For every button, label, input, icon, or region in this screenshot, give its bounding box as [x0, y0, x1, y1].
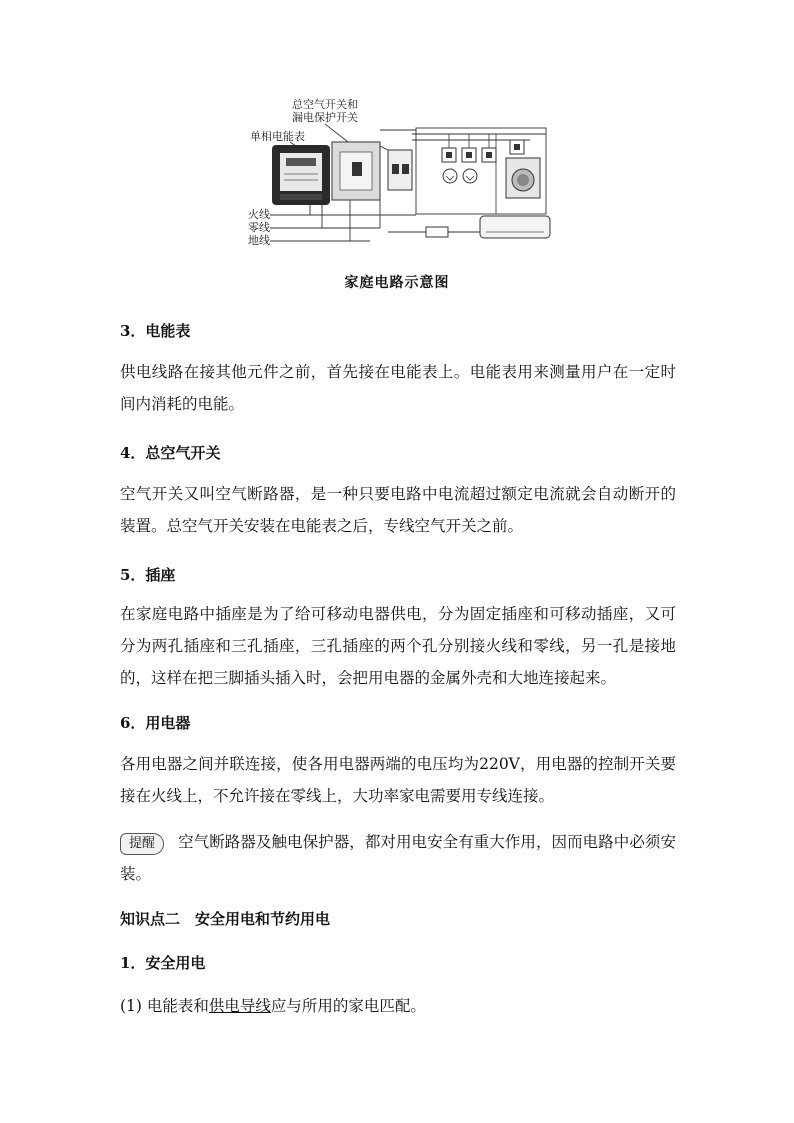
item-1-prefix: (1) 电能表和: [120, 997, 209, 1015]
section-text-meter: 供电线路在接其他元件之前，首先接在电能表上。电能表用来测量用户在一定时间内消耗的电能。: [120, 363, 676, 413]
label-breaker-1: 总空气开关和: [292, 98, 358, 111]
tip-tag: 提醒: [120, 833, 164, 855]
tip-block: [120, 826, 676, 890]
section-heading-appliance: 6．用电器: [120, 714, 191, 732]
figure-caption: 家庭电路示意图: [344, 275, 450, 291]
section-text-appliance: 各用电器之间并联连接，使各用电器两端的电压均为220V，用电器的控制开关要接在火线上，不允许接在零线上，大功率家电需要用专线连接。: [120, 755, 676, 805]
item-1-suffix: 应与所用的家电匹配。: [270, 997, 426, 1015]
section-heading-socket: 5．插座: [120, 566, 176, 584]
washing-machine-icon: [506, 158, 540, 198]
tip-text: 空气断路器及触电保护器，都对用电安全有重大作用，因而电路中必须安装。: [120, 833, 676, 883]
home-circuit-figure: [230, 90, 570, 260]
item-1: [120, 990, 676, 1022]
label-neutral-wire: 零线: [248, 221, 270, 234]
meter-icon: [272, 145, 330, 205]
label-meter: 单相电能表: [250, 130, 305, 143]
breaker-box-icon: [332, 142, 380, 200]
section-text-breaker: 空气开关又叫空气断路器，是一种只要电路中电流超过额定电流就会自动断开的装置。总空气开关安装在电能表之后，专线空气开关之前。: [120, 485, 676, 535]
air-conditioner-icon: [480, 216, 550, 238]
sub-heading-safety: 1．安全用电: [120, 954, 206, 972]
section-heading-breaker: 4．总空气开关: [120, 444, 221, 462]
bulb-icons: [443, 169, 477, 183]
branch-breaker-icon: [388, 150, 412, 190]
label-live-wire: 火线: [248, 208, 270, 221]
section-text-socket: 在家庭电路中插座是为了给可移动电器供电，分为固定插座和可移动插座，又可分为两孔插座和三孔插座，三孔插座的两个孔分别接火线和零线，另一孔是接地的，这样在把三脚插头插入时，会把用电器的金属外壳和大地连接起来。: [120, 605, 676, 687]
label-ground-wire: 地线: [248, 234, 270, 247]
section-heading-meter: 3．电能表: [120, 322, 191, 340]
item-1-underlined: 供电导线: [208, 997, 271, 1015]
circuit-diagram: [230, 90, 570, 260]
label-breaker-2: 漏电保护开关: [292, 111, 358, 124]
knowledge-point-heading: 知识点二 安全用电和节约用电: [120, 910, 331, 928]
